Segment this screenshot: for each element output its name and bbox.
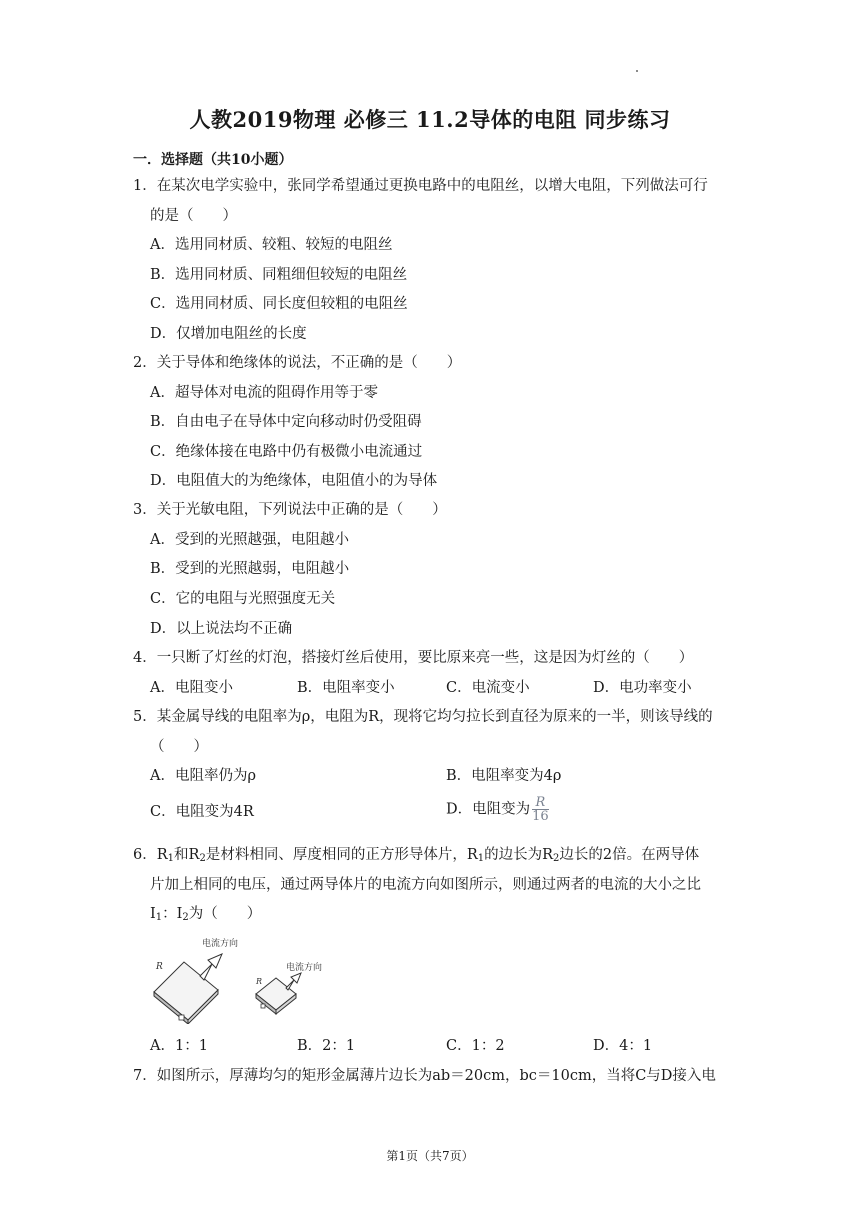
q6-text: I bbox=[150, 906, 156, 922]
q4-stem: 4．一只断了灯丝的灯泡，搭接灯丝后使用，要比原来亮一些，这是因为灯丝的（ ） bbox=[133, 650, 694, 666]
q2-option-d: D．电阻值大的为绝缘体，电阻值小的为导体 bbox=[150, 473, 438, 489]
q5-stem: 5．某金属导线的电阻率为ρ，电阻为R，现将它均匀拉长到直径为原来的一半，则该导线的 bbox=[133, 709, 713, 725]
q1-option-b: B．选用同材质、同粗细但较短的电阻丝 bbox=[150, 267, 408, 283]
q5-option-b: B．电阻率变为4ρ bbox=[446, 768, 562, 784]
subscript: 2 bbox=[199, 853, 206, 864]
subscript: 1 bbox=[155, 912, 163, 923]
q6-text: 的边长为R bbox=[484, 847, 554, 863]
section-heading: 一．选择题（共10小题） bbox=[133, 152, 293, 168]
conductor-plates-figure bbox=[150, 932, 340, 1024]
q6-option-c: C．1：2 bbox=[446, 1038, 505, 1054]
q6-option-b: B．2：1 bbox=[297, 1038, 356, 1054]
fig-r1-label: R bbox=[156, 962, 163, 972]
subscript: 1 bbox=[477, 853, 485, 864]
q5-stem-cont: （ ） bbox=[150, 739, 208, 755]
q6-stem-cont: 片加上相同的电压，通过两导体片的电流方向如图所示，则通过两者的电流的大小之比 bbox=[150, 877, 701, 893]
q4-option-a: A．电阻变小 bbox=[150, 680, 233, 696]
plate-r2 bbox=[256, 973, 301, 1014]
q6-text: 为（ ） bbox=[188, 906, 262, 922]
q6-stem-cont2 bbox=[150, 904, 261, 928]
q6-text: 边长的2倍。在两导体 bbox=[559, 847, 700, 863]
q3-option-c: C．它的电阻与光照强度无关 bbox=[150, 591, 336, 607]
q1-option-a: A．选用同材质、较粗、较短的电阻丝 bbox=[150, 237, 393, 253]
q6-text: 是材料相同、厚度相同的正方形导体片，R bbox=[205, 847, 478, 863]
q7-stem: 7．如图所示，厚薄均匀的矩形金属薄片边长为ab＝20cm，bc＝10cm，当将C与D接入电 bbox=[133, 1068, 716, 1084]
q2-option-c: C．绝缘体接在电路中仍有极微小电流通过 bbox=[150, 444, 423, 460]
subscript: 1 bbox=[167, 853, 175, 864]
fig-current-label-1: 电流方向 bbox=[202, 939, 239, 949]
q3-stem: 3．关于光敏电阻，下列说法中正确的是（ ） bbox=[133, 502, 447, 518]
fraction-r-over-16 bbox=[532, 796, 549, 823]
q5-option-a: A．电阻率仍为ρ bbox=[150, 768, 256, 784]
q1-stem: 1．在某次电学实验中，张同学希望通过更换电路中的电阻丝，以增大电阻，下列做法可行 bbox=[133, 178, 708, 194]
q5-option-d bbox=[446, 796, 549, 823]
fraction-numerator: R bbox=[532, 796, 549, 810]
q2-option-a: A．超导体对电流的阻碍作用等于零 bbox=[150, 385, 378, 401]
q6-stem bbox=[133, 845, 699, 869]
q4-option-c: C．电流变小 bbox=[446, 680, 530, 696]
q6-option-a: A．1：1 bbox=[150, 1038, 208, 1054]
q6-text: ：I bbox=[162, 906, 183, 922]
subscript: 2 bbox=[182, 912, 189, 923]
q4-option-b: B．电阻率变小 bbox=[297, 680, 395, 696]
q4-option-d: D．电功率变小 bbox=[593, 680, 692, 696]
subscript: 2 bbox=[553, 853, 560, 864]
q2-option-b: B．自由电子在导体中定向移动时仍受阻碍 bbox=[150, 414, 422, 430]
q3-option-a: A．受到的光照越强，电阻越小 bbox=[150, 532, 349, 548]
q1-option-c: C．选用同材质、同长度但较粗的电阻丝 bbox=[150, 296, 408, 312]
q5-option-d-prefix: D．电阻变为 bbox=[446, 801, 531, 818]
plate-r1 bbox=[154, 954, 222, 1024]
fig-current-label-2: 电流方向 bbox=[286, 963, 323, 973]
q6-text: 6．R bbox=[133, 847, 168, 863]
fig-r2-label: R bbox=[256, 977, 263, 986]
q3-option-b: B．受到的光照越弱，电阻越小 bbox=[150, 561, 350, 577]
q6-option-d: D．4：1 bbox=[593, 1038, 653, 1054]
page-footer: 第1页（共7页） bbox=[386, 1149, 474, 1163]
q1-option-d: D．仅增加电阻丝的长度 bbox=[150, 326, 307, 342]
q2-stem: 2．关于导体和绝缘体的说法，不正确的是（ ） bbox=[133, 355, 462, 371]
q1-stem-cont: 的是（ ） bbox=[150, 208, 237, 224]
fraction-denominator: 16 bbox=[532, 809, 549, 824]
page-title: 人教2019物理 必修三 11.2导体的电阻 同步练习 bbox=[189, 107, 671, 132]
q6-text: 和R bbox=[174, 847, 200, 863]
decorative-dot bbox=[636, 70, 638, 72]
q5-option-c: C．电阻变为4R bbox=[150, 804, 254, 820]
q3-option-d: D．以上说法均不正确 bbox=[150, 621, 293, 637]
